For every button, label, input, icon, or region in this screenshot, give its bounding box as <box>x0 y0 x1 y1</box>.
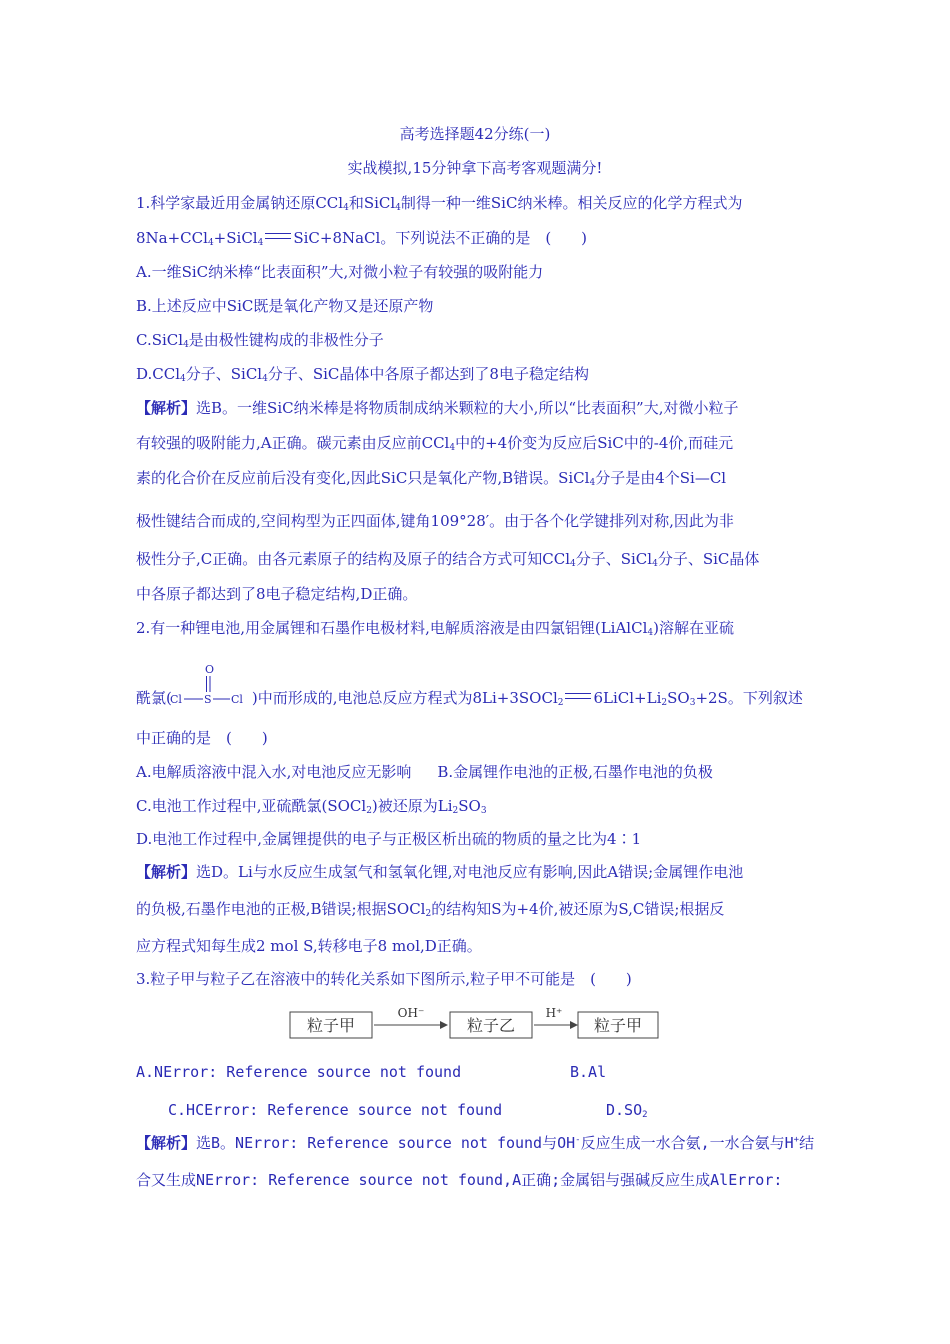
arrow-label-hydroxide: OH⁻ <box>397 1006 425 1020</box>
q3-option-d: $D.SO_2$ <box>606 1101 648 1120</box>
page-title: 高考选择题42分练(一) <box>399 125 551 143</box>
answer-tag: 【解析】 <box>136 863 197 881</box>
equals-sign <box>265 233 291 239</box>
struct-cl-right: Cl <box>231 693 243 706</box>
conversion-diagram <box>288 1004 660 1040</box>
box-particle-a-label: 粒子甲 <box>306 1016 356 1035</box>
q3-option-b: B.Al <box>570 1063 607 1081</box>
box-particle-a-again-label: 粒子甲 <box>593 1016 643 1035</box>
box-particle-b-label: 粒子乙 <box>466 1016 516 1035</box>
q1-answer-line1: 【解析】选B。一维SiC纳米棒是将物质制成纳米颗粒的大小,所以“比表面积”大,对微小粒子 <box>136 399 739 417</box>
q3-answer-line2: 合又生成NError: Reference source not found,A正确;金属铝与强碱反应生成AlError: <box>136 1171 783 1189</box>
answer-tag: 【解析】 <box>136 399 197 417</box>
struct-oxygen: O <box>205 663 215 676</box>
q2-stem-line3: 中正确的是 ( ) <box>136 729 268 747</box>
q1-option-a: A.一维SiC纳米棒“比表面积”大,对微小粒子有较强的吸附能力 <box>136 263 544 281</box>
answer-tag: 【解析】 <box>136 1134 197 1152</box>
q1-answer-line6: 中各原子都达到了8电子稳定结构,D正确。 <box>136 585 418 603</box>
q1-answer-line5: 极性分子,C正确。由各元素原子的结构及原子的结合方式可知CCl$_4$分子、SiCl$_4$分子、SiC晶体 <box>136 550 760 569</box>
q1-answer-line3: 素的化合价在反应前后没有变化,因此SiC只是氧化产物,B错误。SiCl$_4$分子是由4个Si—Cl <box>136 469 727 488</box>
q2-stem-line1: 2.有一种锂电池,用金属锂和石墨作电极材料,电解质溶液是由四氯铝锂(LiAlCl$_4$)溶解在亚硫 <box>136 619 734 638</box>
q2-option-d: D.电池工作过程中,金属锂提供的电子与正极区析出硫的物质的量之比为4∶1 <box>136 830 642 848</box>
q3-answer-line1: 【解析】选B。NError: Reference source not found与OH-反应生成一水合氨,一水合氨与H+结 <box>136 1134 815 1152</box>
q2-option-c: C.电池工作过程中,亚硫酰氯(SOCl$_2$)被还原为$Li_2SO_3$ <box>136 797 487 816</box>
q2-answer-line3: 应方程式知每生成2 mol S,转移电子8 mol,D正确。 <box>136 937 482 955</box>
q3-option-c: C.HCError: Reference source not found <box>168 1101 503 1119</box>
q1-option-d: D.CCl$_4$分子、SiCl$_4$分子、SiC晶体中各原子都达到了8电子稳定结构 <box>136 365 589 384</box>
arrow-right-icon <box>440 1021 448 1029</box>
struct-sulfur: S <box>204 693 212 706</box>
q2-option-ab: A.电解质溶液中混入水,对电池反应无影响 B.金属锂作电池的正极,石墨作电池的负极 <box>136 763 713 781</box>
q1-option-b: B.上述反应中SiC既是氧化产物又是还原产物 <box>136 297 434 315</box>
page-subtitle: 实战模拟,15分钟拿下高考客观题满分! <box>347 159 603 177</box>
q2-answer-line2: 的负极,石墨作电池的正极,B错误;根据SOCl$_2$的结构知S为+4价,被还原为S,C错误;根据反 <box>136 900 725 919</box>
q3-option-a: A.NError: Reference source not found <box>136 1063 462 1081</box>
arrow-label-proton: H⁺ <box>545 1006 563 1020</box>
arrow-right-icon <box>570 1021 578 1029</box>
q1-stem-line1: 1.科学家最近用金属钠还原CCl$_4$和SiCl$_4$制得一种一维SiC纳米棒。相关反应的化学方程式为 <box>136 194 743 213</box>
q2-stem-line2: 酰氯( )中而形成的,电池总反应方程式为8Li+3SOCl$_2$ $6LiCl+Li_2SO_3+2S$。下列叙述 <box>136 689 803 708</box>
q1-answer-line4: 极性键结合而成的,空间构型为正四面体,键角109°28′。由于各个化学键排列对称,因此为非 <box>136 512 734 530</box>
q1-stem-line2: 8Na+CCl$_4$+SiCl$_4$ SiC+8NaCl。下列说法不正确的是 ( ) <box>136 229 588 248</box>
q1-option-c: C.SiCl$_4$是由极性键构成的非极性分子 <box>136 331 384 350</box>
equals-sign <box>565 693 591 699</box>
q3-stem: 3.粒子甲与粒子乙在溶液中的转化关系如下图所示,粒子甲不可能是 ( ) <box>136 970 632 988</box>
struct-cl-left: Cl <box>170 693 182 706</box>
q2-answer-line1: 【解析】选D。Li与水反应生成氢气和氢氧化锂,对电池反应有影响,因此A错误;金属锂作电池 <box>136 863 744 881</box>
q1-answer-line2: 有较强的吸附能力,A正确。碳元素由反应前CCl$_4$中的+4价变为反应后SiC中的-4价,而硅元 <box>136 434 734 453</box>
